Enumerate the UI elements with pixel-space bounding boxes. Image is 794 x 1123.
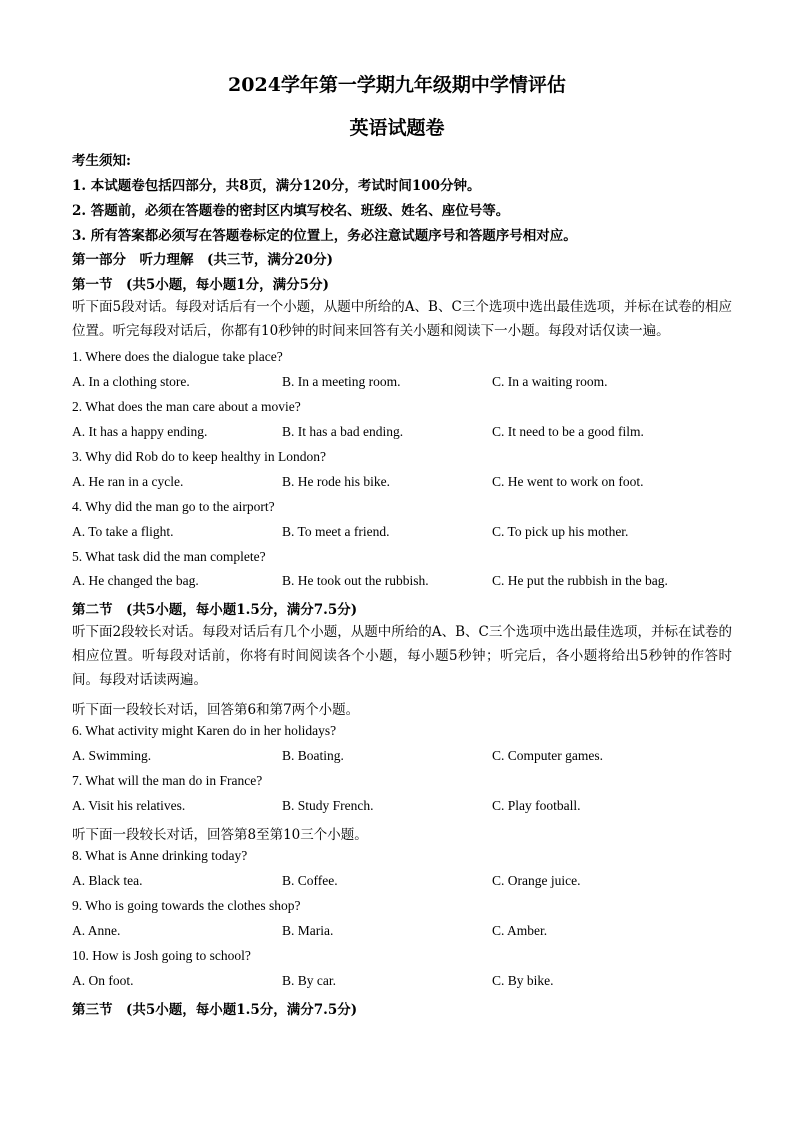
notice-item: 2. 答题前，必须在答题卷的密封区内填写校名、班级、姓名、座位号等。 <box>72 203 510 219</box>
notice-item: 1. 本试题卷包括四部分，共8页，满分120分，考试时间100分钟。 <box>72 178 481 194</box>
question-text: 8. What is Anne drinking today? <box>72 848 248 863</box>
option-a: A. He ran in a cycle. <box>72 474 184 489</box>
option-c: C. He put the rubbish in the bag. <box>492 573 668 588</box>
section1-heading: 第一节 (共5小题，每小题1分，满分5分) <box>72 277 329 293</box>
question-text: 4. Why did the man go to the airport? <box>72 499 275 514</box>
question-text: 5. What task did the man complete? <box>72 549 266 564</box>
option-a: A. Visit his relatives. <box>72 798 186 813</box>
question-text: 10. How is Josh going to school? <box>72 948 251 963</box>
dialog2-intro: 听下面一段较长对话，回答第8至第10三个小题。 <box>72 827 368 843</box>
option-b: B. By car. <box>282 973 336 988</box>
option-a: A. On foot. <box>72 973 134 988</box>
dialog1-intro: 听下面一段较长对话，回答第6和第7两个小题。 <box>72 702 360 718</box>
question-text: 9. Who is going towards the clothes shop? <box>72 898 301 913</box>
option-b: B. He rode his bike. <box>282 474 390 489</box>
option-b: B. Study French. <box>282 798 374 813</box>
option-b: B. To meet a friend. <box>282 524 390 539</box>
option-c: C. Play football. <box>492 798 581 813</box>
question-text: 6. What activity might Karen do in her holidays? <box>72 723 337 738</box>
option-c: C. Computer games. <box>492 748 603 763</box>
option-b: B. Boating. <box>282 748 344 763</box>
option-a: A. To take a flight. <box>72 524 174 539</box>
option-c: C. In a waiting room. <box>492 374 608 389</box>
question-text: 3. Why did Rob do to keep healthy in London? <box>72 449 326 464</box>
option-a: A. Swimming. <box>72 748 152 763</box>
part1-heading: 第一部分 听力理解 (共三节，满分20分) <box>72 252 334 268</box>
section1-instructions: 听下面5段对话。每段对话后有一个小题，从题中所给的A、B、C三个选项中选出最佳选项，并标在试卷的相应位置。听完每段对话后，你都有10秒钟的时间来回答有关小题和阅读下一小题。每段对话仅读一遍。 <box>72 299 732 339</box>
question-text: 7. What will the man do in France? <box>72 773 263 788</box>
option-c: C. Orange juice. <box>492 873 581 888</box>
section2-instructions: 听下面2段较长对话。每段对话后有几个小题，从题中所给的A、B、C三个选项中选出最佳选项，并标在试卷的相应位置。听每段对话前，你将有时间阅读各个小题，每小题5秒钟；听完后，各小题将给出5秒钟的作答时间。每段对话读两遍。 <box>72 624 732 688</box>
option-c: C. To pick up his mother. <box>492 524 629 539</box>
section2-heading: 第二节 (共5小题，每小题1.5分，满分7.5分) <box>72 602 358 618</box>
exam-title: 2024学年第一学期九年级期中学情评估 <box>228 74 566 96</box>
option-a: A. Anne. <box>72 923 121 938</box>
notice-heading: 考生须知: <box>72 153 131 169</box>
option-b: B. It has a bad ending. <box>282 424 404 439</box>
option-c: C. He went to work on foot. <box>492 474 644 489</box>
option-a: A. In a clothing store. <box>72 374 190 389</box>
option-b: B. In a meeting room. <box>282 374 401 389</box>
exam-subtitle: 英语试题卷 <box>349 117 445 139</box>
question-text: 1. Where does the dialogue take place? <box>72 349 283 364</box>
option-c: C. It need to be a good film. <box>492 424 644 439</box>
question-text: 2. What does the man care about a movie? <box>72 399 301 414</box>
section3-heading: 第三节 (共5小题，每小题1.5分，满分7.5分) <box>72 1002 358 1018</box>
notice-item: 3. 所有答案都必须写在答题卷标定的位置上，务必注意试题序号和答题序号相对应。 <box>72 228 577 244</box>
option-b: B. Maria. <box>282 923 334 938</box>
option-a: A. He changed the bag. <box>72 573 199 588</box>
option-b: B. He took out the rubbish. <box>282 573 429 588</box>
option-a: A. It has a happy ending. <box>72 424 208 439</box>
option-c: C. By bike. <box>492 973 554 988</box>
option-b: B. Coffee. <box>282 873 338 888</box>
option-c: C. Amber. <box>492 923 548 938</box>
option-a: A. Black tea. <box>72 873 143 888</box>
